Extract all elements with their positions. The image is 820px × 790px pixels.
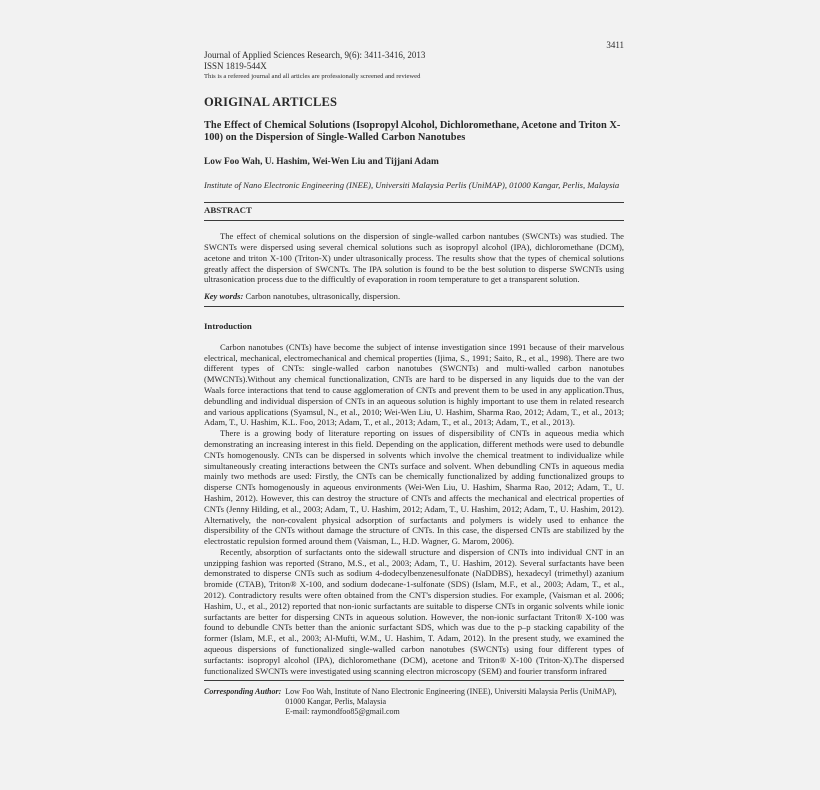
paper-affiliation: Institute of Nano Electronic Engineering (INEE), Universiti Malaysia Perlis (UniMAP), 01000 Kangar, Perlis, Malaysia: [204, 179, 620, 190]
journal-note: This is a refereed journal and all articles are professionally screened and reviewed: [204, 73, 421, 80]
corresponding-label: Corresponding Author:: [204, 687, 282, 697]
keywords-rule: [204, 306, 624, 307]
section-label: ORIGINAL ARTICLES: [204, 95, 338, 109]
journal-header: [204, 50, 624, 81]
journal-issn: ISSN 1819-544X: [204, 61, 267, 71]
introduction-heading: Introduction: [204, 320, 252, 331]
corresponding-author: [204, 687, 624, 717]
abstract-heading-rule: [204, 220, 624, 221]
abstract-heading: ABSTRACT: [204, 205, 252, 216]
abstract-text: The effect of chemical solutions on the dispersion of single-walled carbon nantubes (SWCNTs) was studied. The SWCNTs were dispersed using several chemical solutions such as isopropyl alcohol (IPA), dichloromethane (DCM), acetone and triton X-100 (Triton-X) under ultrasonically process. The results show that the types of chemical solutions greatly affect the dispersion of SWCNTs. The IPA solution is found to be the best solution to disperse SWCNTs using ultrasonication process due to the difficultly of evaporation in room temperature to get a transparent solution.: [204, 231, 624, 285]
corresponding-email: E-mail: raymondfoo85@gmail.com: [285, 707, 400, 717]
journal-citation: Journal of Applied Sciences Research, 9(6): 3411-3416, 2013: [204, 50, 426, 60]
paper-title: The Effect of Chemical Solutions (Isopropyl Alcohol, Dichloromethane, Acetone and Triton X-100) on the Dispersion of Single-Walled Carbon Nanotubes: [204, 119, 621, 144]
keywords-label: Key words:: [204, 291, 244, 302]
keywords-text: Carbon nanotubes, ultrasonically, dispersion.: [245, 291, 401, 302]
intro-paragraph: Carbon nanotubes (CNTs) have become the subject of intense investigation since 1991 because of their marvelous electrical, mechanical, electromechanical and chemical properties (Ijima, S., 1991; Saito, R., et al., 1998). There are two different types of CNTs: single-walled carbon nanotubes (SWCNTs) and multi-walled carbon nanotubes (MWCNTs).Without any chemical functionalization, CNTs are hard to be dispersed in any liquids due to the van der Waals force interactions that tend to cause agglomeration of CNTs and prevent them to be used in any application.Thus, debundling and individual dispersion of CNTs in an aqueous solution is highly important to use them in related research and various applications (Syamsul, N., et al., 2010; Wei-Wen Liu, U. Hashim, Sharma Rao, 2012; Adam, T., et al., 2013; Adam, T., U. Hashim, K.L. Foo, 2013; Adam, T., et al., 2013; Adam, T., et al., 2013; Adam, T., et al., 2013).: [204, 341, 624, 428]
introduction-body: [204, 342, 624, 677]
abstract-top-rule: [204, 202, 624, 203]
footnote-rule: [204, 680, 624, 681]
page-number: 3411: [606, 40, 624, 50]
corresponding-text: Low Foo Wah, Institute of Nano Electronic Engineering (INEE), Universiti Malaysia Perlis (UniMAP), 01000 Kangar, Perlis, Malaysia: [285, 687, 617, 707]
keywords: [204, 291, 624, 302]
paper-authors: Low Foo Wah, U. Hashim, Wei-Wen Liu and Tijjani Adam: [204, 156, 439, 167]
corresponding-details: [285, 687, 624, 717]
intro-paragraph: There is a growing body of literature reporting on issues of dispersibility of CNTs in aqueous media which demonstrating an increasing interest in this field. Depending on the application, different methods were used to debundle CNTs homogenously. CNTs can be dispersed in solvents which involve the chemical treatment to individualize while simultaneously creating interactions between the CNTs surface and solvent. When debundling CNTs in aqueous media mainly two methods are used: Firstly, the CNTs can be chemically functionalized by adding functionalized groups to disperse CNTs homogenously in aqueous environments (Wei-Wen Liu, U. Hashim, Sharma Rao, 2012; Adam, T., U. Hashim, 2012). However, this can destroy the structure of CNTs and affects the mechanical and electrical properties of CNTs (Jenny Hilding, et al., 2003; Adam, T., U. Hashim, 2012; Adam, T., U. Hashim, 2012; Adam, T., U. Hashim, 2012). Alternatively, the non-covalent physical adsorption of surfactants and polymers is widely used to enhance the dispersibility of the CNTs without damage the structure of CNTs. In this case, the dispersed CNTs are stabilized by the electrostatic repulsion formed around them (Vaisman, L., H.D. Wagner, G. Marom, 2006).: [204, 428, 624, 547]
intro-paragraph: Recently, absorption of surfactants onto the sidewall structure and dispersion of CNTs into individual CNT in an unzipping fashion was reported (Strano, M.S., et al., 2003; Adam, T., U. Hashim, 2012). Several surfactants have been demonstrated to disperse CNTs such as sodium 4-dodecylbenzenesulfonate (NaDDBS), hexadecyl (trimethyl) azanium bromide (CTAB), Triton® X-100, and sodium dodecane-1-sulfonate (SDS) (Islam, M.F., et al., 2003; Adam, T., et al., 2012). Contradictory results were often obtained from the CNT's dispersion studies. For example, (Vaisman et al. 2006; Hashim, U., et al., 2012) reported that non-ionic surfactants are suitable to disperse CNTs in organic solvents while ionic surfactants are better for dispersing CNTs in aqueous solution. However, the non-ionic surfactant Triton® X-100 was found to debundle CNTs better than the anionic surfactant SDS, which was due to the p–p stacking capability of the former (Islam, M.F., et al., 2003; Al-Mufti, W.M., U. Hashim, T. Adam, 2012). In the present study, we examined the aqueous dispersions of functionalized single-walled carbon nanotubes (SWCNTs) using four different types of surfactants: isopropyl alcohol (IPA), dichloromethane (DCM), acetone and Triton® X-100 (Triton-X).The dispersed functionalized SWCNTs were investigated using scanning electron microscopy (SEM) and fourier transform infrared: [204, 546, 624, 676]
